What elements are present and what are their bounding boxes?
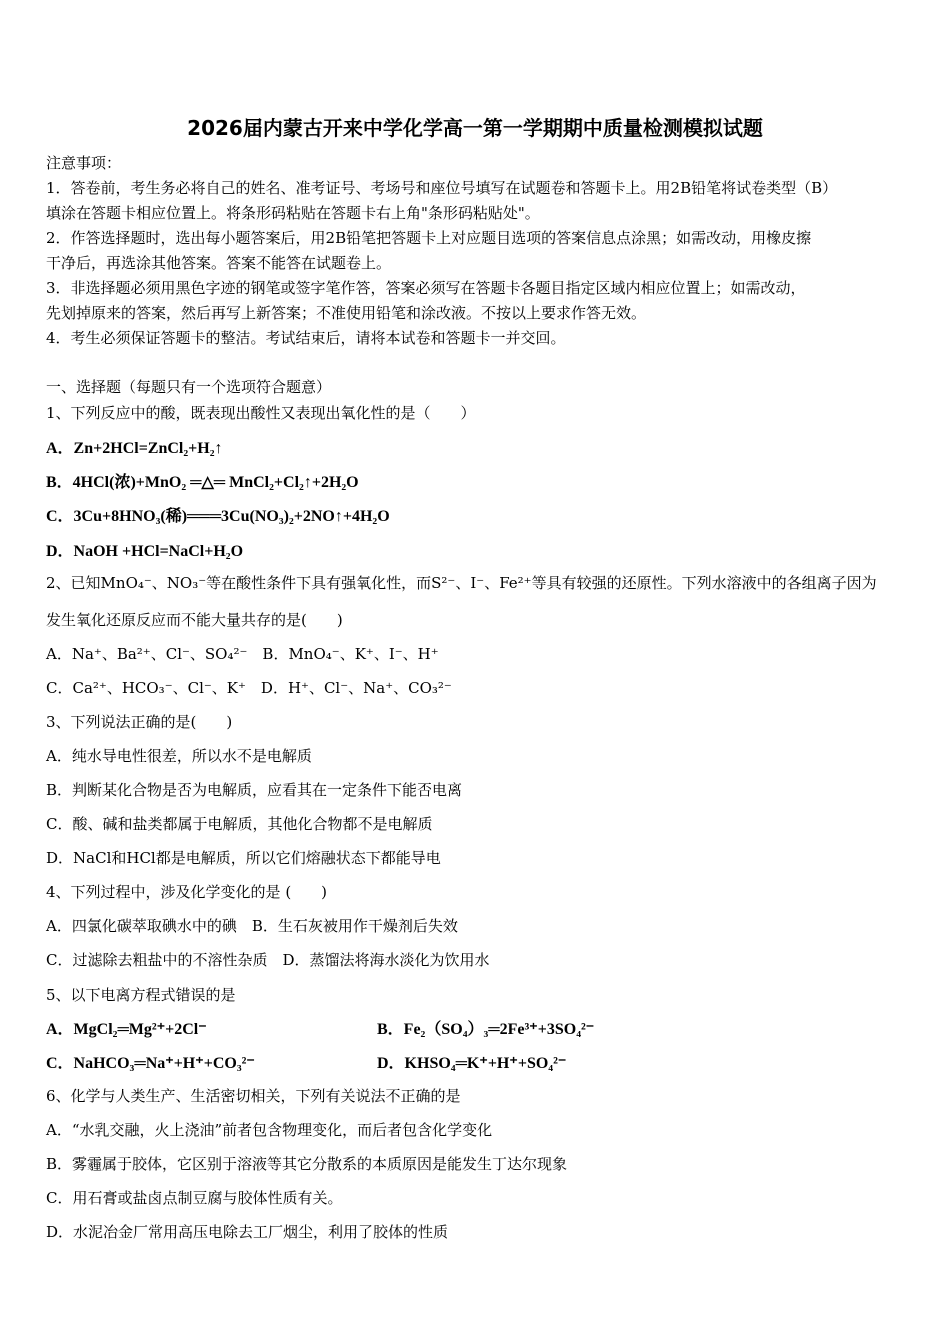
q5-option-c: C．NaHCO₃═Na⁺+H⁺+CO₃²⁻ [46, 1055, 255, 1072]
q3-option-b: B．判断某化合物是否为电解质，应看其在一定条件下能否电离 [46, 781, 463, 799]
q3-option-d: D．NaCl和HCl都是电解质，所以它们熔融状态下都能导电 [46, 849, 441, 867]
q4-options-cd: C．过滤除去粗盐中的不溶性杂质 D．蒸馏法将海水淡化为饮用水 [46, 951, 490, 969]
note-line: 干净后，再选涂其他答案。答案不能答在试题卷上。 [46, 254, 392, 272]
page-title: 2026届内蒙古开来中学化学高一第一学期期中质量检测模拟试题 [187, 116, 763, 140]
note-line: 先划掉原来的答案，然后再写上新答案；不准使用铅笔和涂改液。不按以上要求作答无效。 [46, 304, 647, 322]
note-line: 4．考生必须保证答题卡的整洁。考试结束后，请将本试卷和答题卡一并交回。 [46, 329, 566, 347]
q3-option-c: C．酸、碱和盐类都属于电解质，其他化合物都不是电解质 [46, 815, 433, 833]
q2-stem: 2、已知MnO₄⁻、NO₃⁻等在酸性条件下具有强氧化性，而S²⁻、I⁻、Fe²⁺等具有较强的还原性。下列水溶液中的各组离子因为 [46, 574, 877, 592]
q3-stem: 3、下列说法正确的是( ) [46, 713, 233, 731]
q6-option-c: C．用石膏或盐卤点制豆腐与胶体性质有关。 [46, 1189, 343, 1207]
q6-stem: 6、化学与人类生产、生活密切相关，下列有关说法不正确的是 [46, 1087, 461, 1105]
q5-stem: 5、以下电离方程式错误的是 [46, 986, 236, 1004]
q5-option-b: B．Fe₂（SO₄）₃═2Fe³⁺+3SO₄²⁻ [377, 1021, 595, 1038]
note-line: 1．答卷前，考生务必将自己的姓名、准考证号、考场号和座位号填写在试题卷和答题卡上。用2B铅笔将试卷类型（B） [46, 179, 838, 197]
q4-stem: 4、下列过程中，涉及化学变化的是 ( ) [46, 883, 328, 901]
q1-option-d: D．NaOH +HCl=NaCl+H₂O [46, 543, 244, 560]
section-heading: 一、选择题（每题只有一个选项符合题意） [46, 378, 332, 396]
q6-option-a: A．“水乳交融，火上浇油”前者包含物理变化，而后者包含化学变化 [46, 1121, 493, 1139]
q1-option-b: B．4HCl(浓)+MnO₂ ═△═ MnCl₂+Cl₂↑+2H₂O [46, 474, 359, 491]
q1-option-c: C．3Cu+8HNO₃(稀)═══3Cu(NO₃)₂+2NO↑+4H₂O [46, 508, 390, 525]
q6-option-d: D．水泥冶金厂常用高压电除去工厂烟尘，利用了胶体的性质 [46, 1223, 449, 1241]
note-line: 填涂在答题卡相应位置上。将条形码粘贴在答题卡右上角"条形码粘贴处"。 [46, 204, 540, 222]
q5-option-d: D．KHSO₄═K⁺+H⁺+SO₄²⁻ [377, 1055, 567, 1072]
q4-options-ab: A．四氯化碳萃取碘水中的碘 B．生石灰被用作干燥剂后失效 [46, 917, 458, 935]
note-line: 2．作答选择题时，选出每小题答案后，用2B铅笔把答题卡上对应题目选项的答案信息点涂黑；如需改动，用橡皮擦 [46, 229, 812, 247]
q2-stem: 发生氧化还原反应而不能大量共存的是( ) [46, 611, 343, 629]
q6-option-b: B．雾霾属于胶体，它区别于溶液等其它分散系的本质原因是能发生丁达尔现象 [46, 1155, 568, 1173]
q5-option-a: A．MgCl₂═Mg²⁺+2Cl⁻ [46, 1021, 207, 1038]
note-line: 3．非选择题必须用黑色字迹的钢笔或签字笔作答，答案必须写在答题卡各题目指定区域内相应位置上；如需改动， [46, 279, 806, 297]
q3-option-a: A．纯水导电性很差，所以水不是电解质 [46, 747, 312, 765]
q1-option-a: A．Zn+2HCl=ZnCl₂+H₂↑ [46, 440, 223, 457]
notes-heading: 注意事项： [46, 154, 122, 172]
q1-stem: 1、下列反应中的酸，既表现出酸性又表现出氧化性的是（ ） [46, 404, 476, 422]
q2-options-ab: A．Na⁺、Ba²⁺、Cl⁻、SO₄²⁻ B．MnO₄⁻、K⁺、I⁻、H⁺ [46, 645, 439, 663]
q2-options-cd: C．Ca²⁺、HCO₃⁻、Cl⁻、K⁺ D．H⁺、Cl⁻、Na⁺、CO₃²⁻ [46, 679, 452, 697]
